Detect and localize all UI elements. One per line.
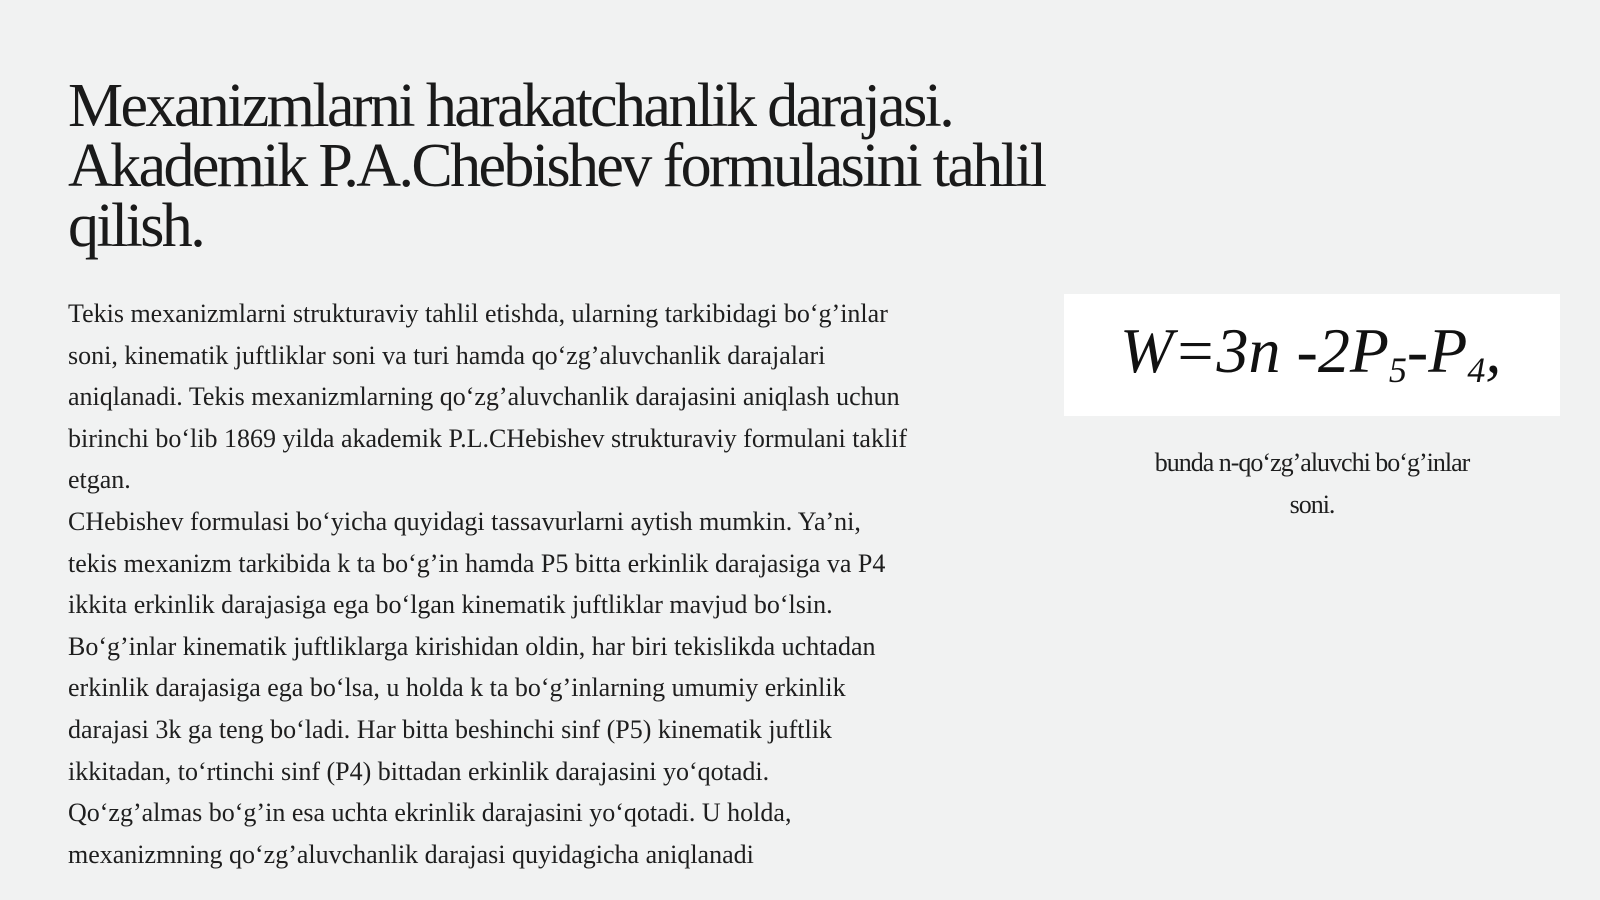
body-line: tekis mexanizm tarkibida k ta bo‘g’in hamda P5 bitta erkinlik darajasiga va P4: [68, 548, 886, 578]
body-line: birinchi bo‘lib 1869 yilda akademik P.L.CHebishev strukturaviy formulani taklif: [68, 423, 908, 453]
body-line: erkinlik darajasiga ega bo‘lsa, u holda k ta bo‘g’inlarning umumiy erkinlik: [68, 673, 846, 703]
body-line: darajasi 3k ga teng bo‘ladi. Har bitta beshinchi sinf (P5) kinematik juftlik: [68, 714, 832, 744]
body-line: etgan.: [68, 465, 131, 495]
formula-subscript-5: 5: [1388, 350, 1407, 390]
chebyshev-formula: [1120, 315, 1502, 390]
body-line: mexanizmning qo‘zg’aluvchanlik darajasi quyidagicha aniqlanadi: [68, 839, 754, 869]
formula-image: [1064, 294, 1560, 416]
slide-title: [68, 72, 1148, 260]
body-line: aniqlanadi. Tekis mexanizmlarning qo‘zg’aluvchanlik darajasini aniqlash uchun: [68, 382, 900, 412]
formula-main: W=3n -2P: [1120, 315, 1389, 386]
body-line: Qo‘zg’almas bo‘g’in esa uchta ekrinlik darajasini yo‘qotadi. U holda,: [68, 798, 792, 828]
caption-line: bunda n-qo‘zg’aluvchi bo‘g’inlar: [1154, 448, 1470, 477]
body-line: Bo‘g’inlar kinematik juftliklarga kirishidan oldin, har biri tekislikda uchtadan: [68, 631, 876, 661]
body-line: Tekis mexanizmlarni strukturaviy tahlil etishda, ularning tarkibidagi bo‘g’inlar: [68, 299, 888, 328]
title-line: Mexanizmlarni harakatchanlik darajasi.: [68, 72, 953, 140]
body-paragraph: [68, 293, 1058, 875]
title-line: Akademik P.A.Chebishev formulasini tahlil: [68, 132, 1045, 200]
formula-caption: [1064, 442, 1560, 525]
caption-line: soni.: [1289, 489, 1335, 519]
body-line: ikkita erkinlik darajasiga ega bo‘lgan kinematik juftliklar mavjud bo‘lsin.: [68, 590, 833, 620]
formula-subscript-4: 4: [1467, 350, 1486, 390]
body-line: soni, kinematik juftliklar soni va turi hamda qo‘zg’aluvchanlik darajalari: [68, 340, 826, 370]
formula-tail: ,: [1485, 315, 1502, 386]
title-line: qilish.: [68, 192, 204, 260]
body-line: CHebishev formulasi bo‘yicha quyidagi tassavurlarni aytish mumkin. Ya’ni,: [68, 506, 861, 536]
body-line: ikkitadan, to‘rtinchi sinf (P4) bittadan erkinlik darajasini yo‘qotadi.: [68, 756, 770, 786]
formula-mid: -P: [1406, 315, 1468, 386]
